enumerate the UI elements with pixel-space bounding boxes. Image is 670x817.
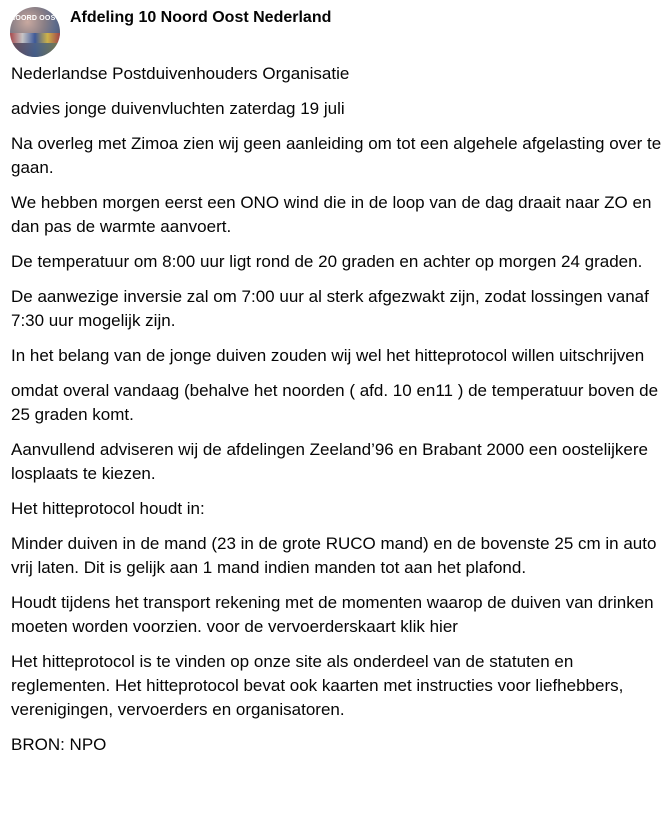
avatar-image-band [10,33,60,43]
avatar-image-band-lower [10,43,60,57]
paragraph-consultation: Na overleg met Zimoa zien wij geen aanleiding om tot een algehele afgelasting over te gaan. [11,134,662,177]
paragraph-basket-rules: Minder duiven in de mand (23 in de grote RUCO mand) en de bovenste 25 cm in auto vrij laten. Dit is gelijk aan 1 mand indien manden tot aan het plafond. [11,534,657,577]
paragraph-inversion: De aanwezige inversie zal om 7:00 uur al sterk afgezwakt zijn, zodat lossingen vanaf 7:30 uur mogelijk zijn. [11,287,649,330]
paragraph-protocol-heading: Het hitteprotocol houdt in: [11,499,205,518]
paragraph-advice-title: advies jonge duivenvluchten zaterdag 19 juli [11,99,345,118]
avatar[interactable] [10,7,60,57]
paragraph-wind: We hebben morgen eerst een ONO wind die in de loop van de dag draait naar ZO en dan pas de warmte aanvoert. [11,193,652,236]
paragraph-source: BRON: NPO [11,735,107,754]
post-body [11,62,663,768]
paragraph-temperature: De temperatuur om 8:00 uur ligt rond de 20 graden en achter op morgen 24 graden. [11,252,643,271]
paragraph-heat-protocol-intro: In het belang van de jonge duiven zouden wij wel het hitteprotocol willen uitschrijven [11,346,645,365]
paragraph-additional-advice: Aanvullend adviseren wij de afdelingen Zeeland’96 en Brabant 2000 een oostelijkere losplaats te kiezen. [11,440,649,483]
paragraph-protocol-location: Het hitteprotocol is te vinden op onze site als onderdeel van de statuten en reglementen. Het hitteprotocol bevat ook kaarten met instructies voor liefhebbers, verenigingen, vervoerders en organisatoren. [11,652,624,719]
post-header [10,7,660,57]
avatar-logo-text: NOORD OOST [10,15,60,22]
paragraph-organisation: Nederlandse Postduivenhouders Organisatie [11,64,350,83]
paragraph-regions: omdat overal vandaag (behalve het noorden ( afd. 10 en11 ) de temperatuur boven de 25 graden komt. [11,381,659,424]
page-name-link[interactable]: Afdeling 10 Noord Oost Nederland [70,9,332,26]
paragraph-transport-link[interactable]: Houdt tijdens het transport rekening met de momenten waarop de duiven van drinken moeten worden voorzien. voor de vervoerderskaart klik hier [11,593,654,636]
